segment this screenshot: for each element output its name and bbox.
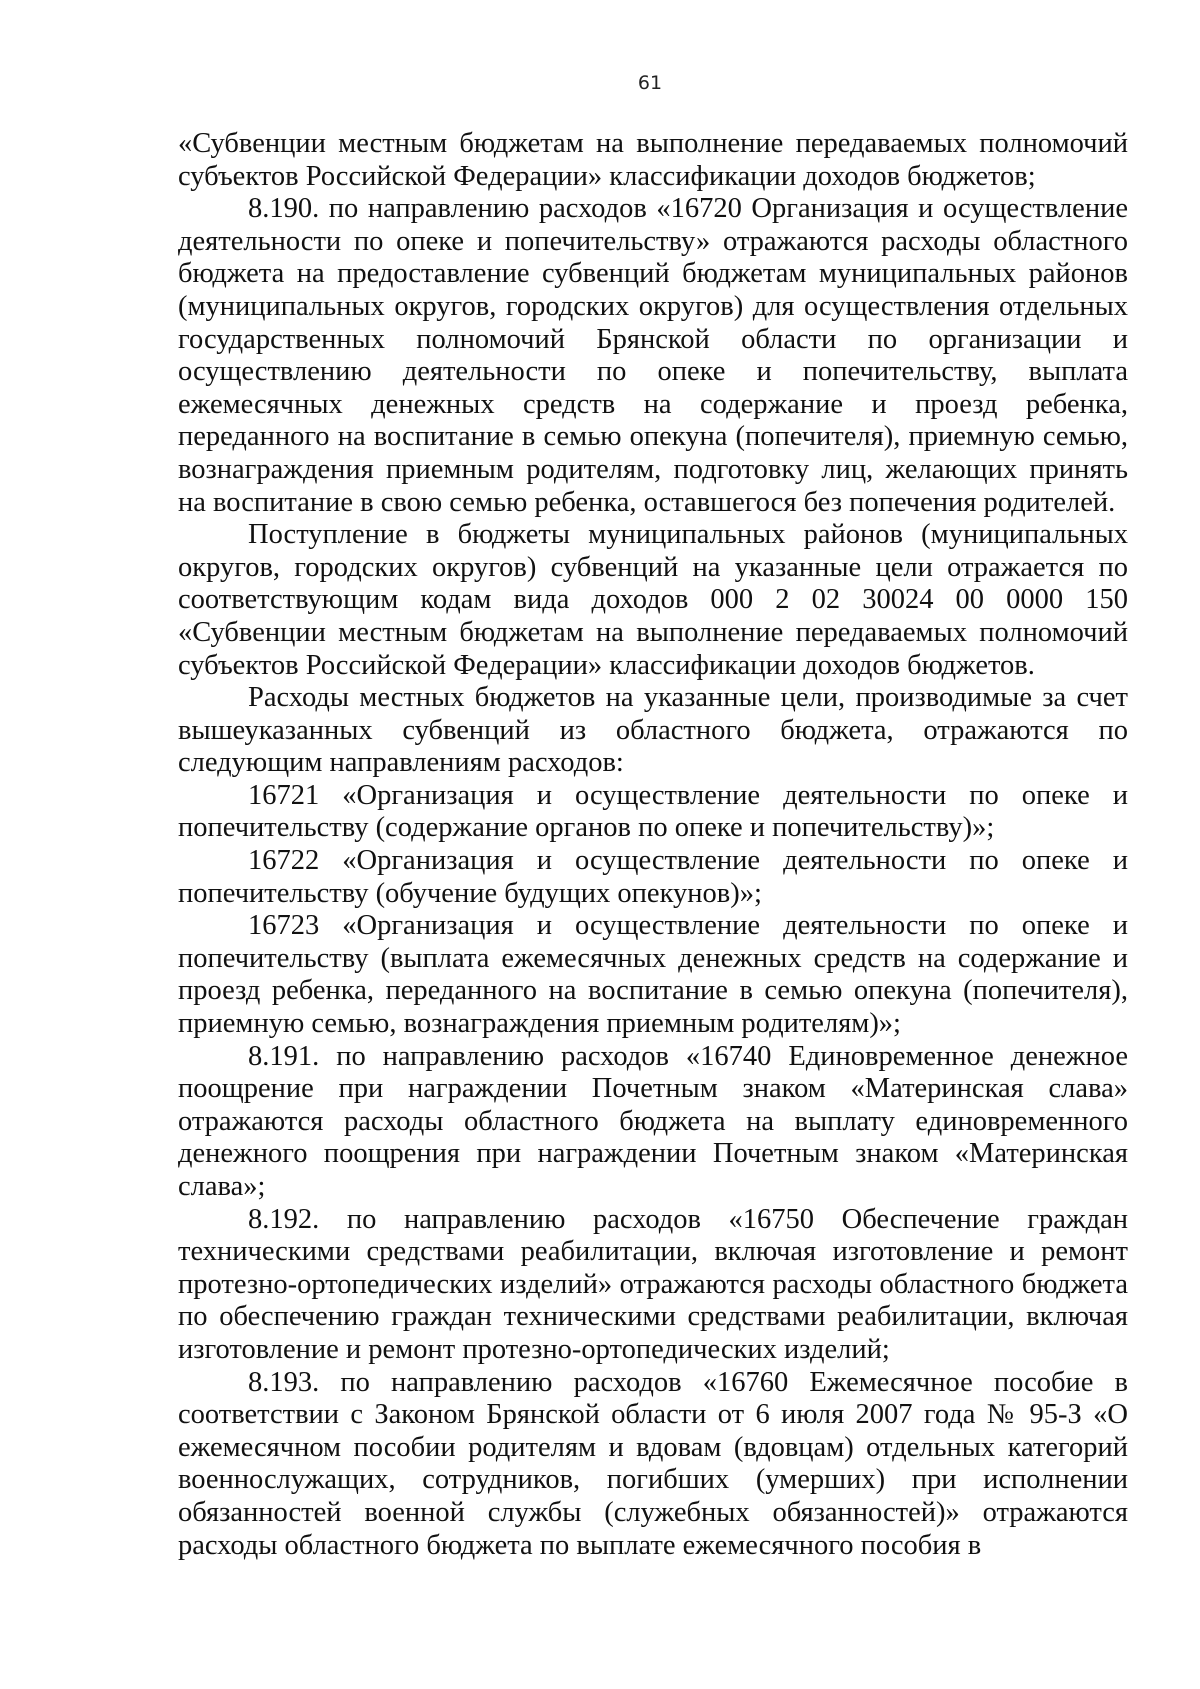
paragraph: «Субвенции местным бюджетам на выполнение передаваемых полномочий субъектов Российской Федерации» классификации доходов бюджетов;: [178, 128, 1128, 192]
document-body: [178, 128, 1128, 1562]
paragraph-8-190: 8.190. по направлению расходов «16720 Организация и осуществление деятельности по опеке и попечительству» отражаются расходы областного бюджета на предоставление субвенций бюджетам муниципальных районов (муниципальных округов, городских округов) для осуществления отдельных государственных полномочий Брянской области по организации и осуществлению деятельности по опеке и попечительству, выплата ежемесячных денежных средств на содержание и проезд ребенка, переданного на воспитание в семью опекуна (попечителя), приемную семью, вознаграждения приемным родителям, подготовку лиц, желающих принять на воспитание в свою семью ребенка, оставшегося без попечения родителей.: [178, 193, 1128, 518]
paragraph-8-192: 8.192. по направлению расходов «16750 Обеспечение граждан техническими средствами реабилитации, включая изготовление и ремонт протезно-ортопедических изделий» отражаются расходы областного бюджета по обеспечению граждан техническими средствами реабилитации, включая изготовление и ремонт протезно-ортопедических изделий;: [178, 1203, 1128, 1365]
paragraph-local-expenses: Расходы местных бюджетов на указанные цели, производимые за счет вышеуказанных субвенций из областного бюджета, отражаются по следующим направлениям расходов:: [178, 682, 1128, 779]
paragraph-8-193: 8.193. по направлению расходов «16760 Ежемесячное пособие в соответствии с Законом Брянской области от 6 июля 2007 года № 95-З «О ежемесячном пособии родителям и вдовам (вдовцам) отдельных категорий военнослужащих, сотрудников, погибших (умерших) при исполнении обязанностей военной службы (служебных обязанностей)» отражаются расходы областного бюджета по выплате ежемесячного пособия в: [178, 1366, 1128, 1561]
paragraph-income-receipt: Поступление в бюджеты муниципальных районов (муниципальных округов, городских округов) субвенций на указанные цели отражается по соответствующим кодам вида доходов 000 2 02 30024 00 0000 150 «Субвенции местным бюджетам на выполнение передаваемых полномочий субъектов Российской Федерации» классификации доходов бюджетов.: [178, 519, 1128, 681]
paragraph-8-191: 8.191. по направлению расходов «16740 Единовременное денежное поощрение при награждении Почетным знаком «Материнская слава» отражаются расходы областного бюджета на выплату единовременного денежного поощрения при награждении Почетным знаком «Материнская слава»;: [178, 1040, 1128, 1202]
paragraph-16721: 16721 «Организация и осуществление деятельности по опеке и попечительству (содержание органов по опеке и попечительству)»;: [178, 779, 1128, 844]
paragraph-16723: 16723 «Организация и осуществление деятельности по опеке и попечительству (выплата ежемесячных денежных средств на содержание и проезд ребенка, переданного на воспитание в семью опекуна (попечителя), приемную семью, вознаграждения приемным родителям)»;: [178, 910, 1128, 1040]
page-number: 61: [637, 72, 663, 94]
paragraph-16722: 16722 «Организация и осуществление деятельности по опеке и попечительству (обучение будущих опекунов)»;: [178, 845, 1128, 909]
